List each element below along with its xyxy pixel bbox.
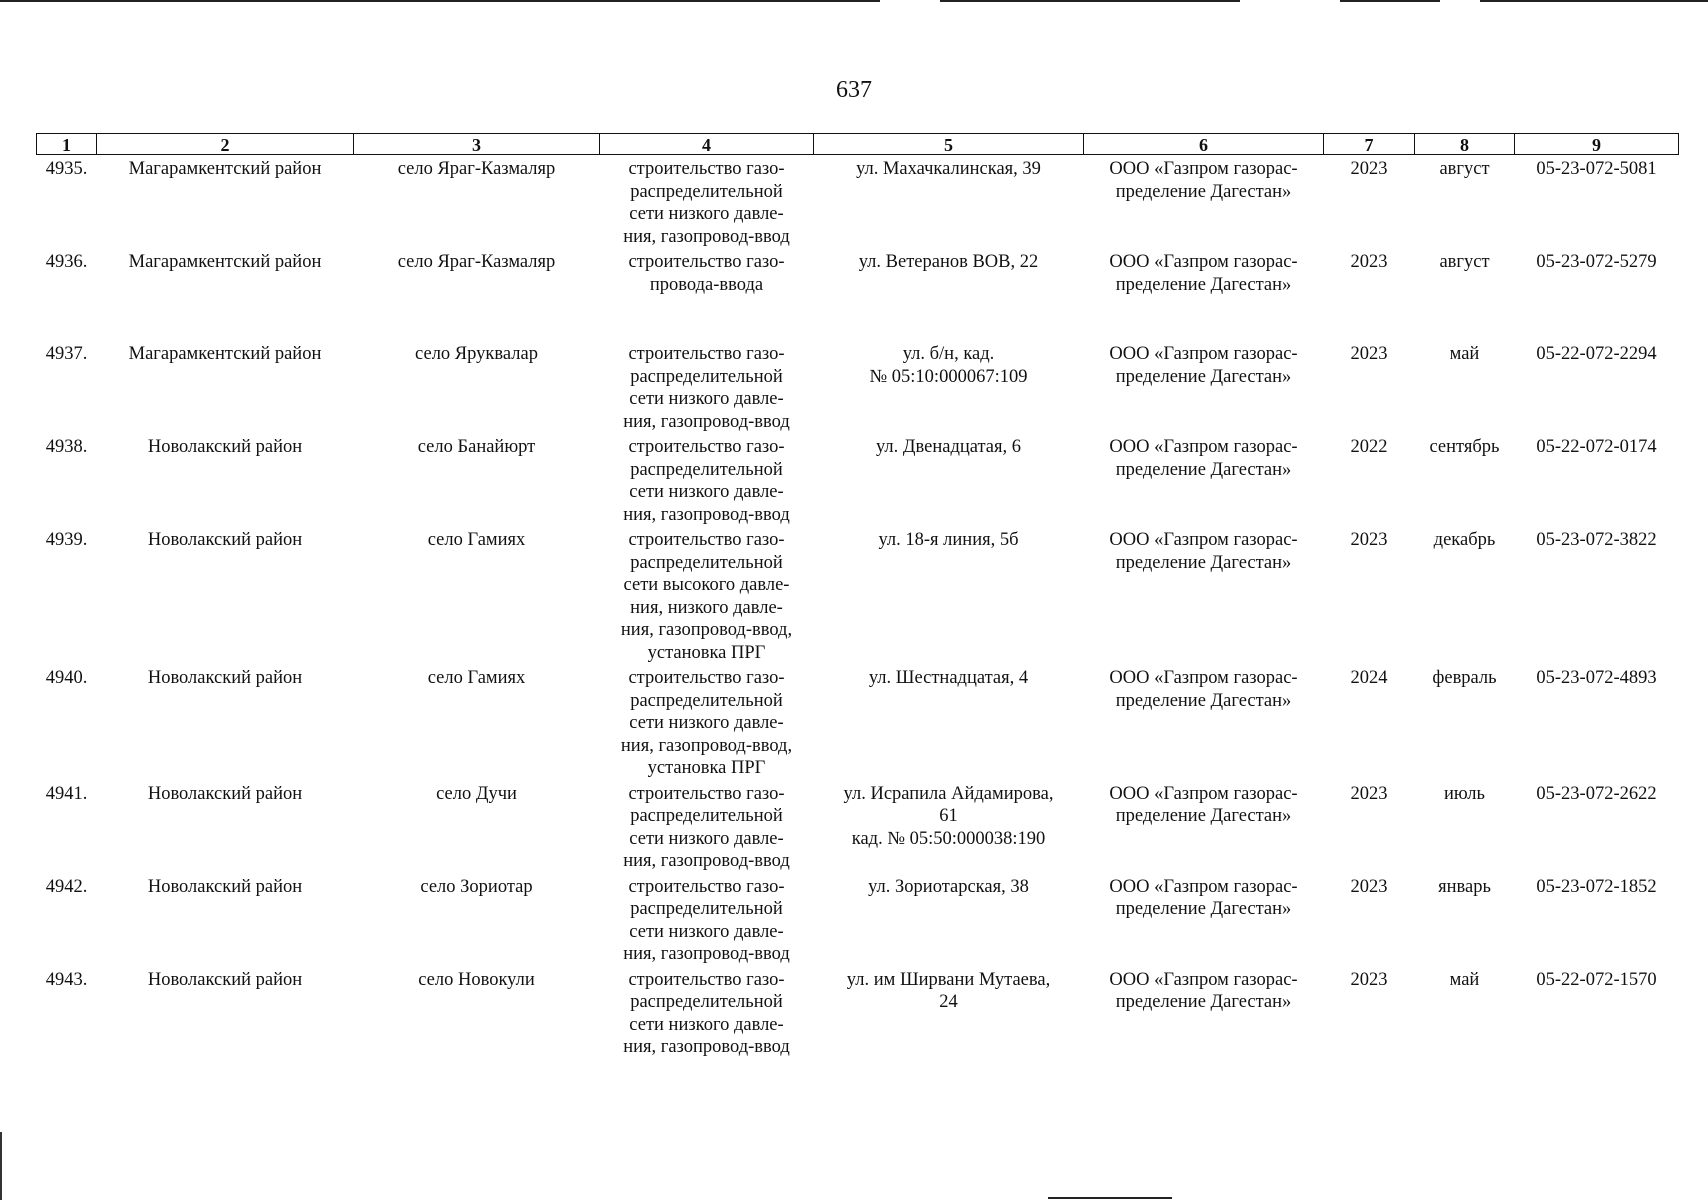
- work-description-cell: строительство газо- распределительной сети низкого давле- ния, газопровод-ввод: [623, 437, 790, 525]
- settlement-cell: село Зориотар: [420, 876, 533, 897]
- table-row: [37, 526, 1679, 664]
- column-header: 7: [1324, 134, 1415, 155]
- address-cell: ул. 18-я линия, 5б: [878, 530, 1019, 550]
- month-cell: сентябрь: [1429, 437, 1500, 457]
- column-header: 9: [1515, 134, 1679, 155]
- table-row: [37, 966, 1679, 1066]
- registry-code-cell: 05-23-072-1852: [1536, 876, 1657, 897]
- table-row: [37, 155, 1679, 249]
- month-cell: февраль: [1432, 668, 1497, 688]
- column-header: 4: [600, 134, 814, 155]
- month-cell: август: [1439, 252, 1490, 272]
- scan-edge-mark: [0, 1132, 2, 1200]
- registry-code-cell: 05-23-072-5081: [1536, 159, 1657, 179]
- table-row: [37, 873, 1679, 966]
- scan-edge-line: [0, 0, 880, 2]
- scan-edge-line: [1340, 0, 1440, 2]
- column-header: 6: [1084, 134, 1324, 155]
- year-cell: 2023: [1350, 344, 1388, 364]
- row-number: 4938.: [45, 437, 88, 457]
- registry-code-cell: 05-22-072-0174: [1536, 437, 1657, 457]
- table-row: [37, 433, 1679, 526]
- year-cell: 2023: [1350, 783, 1388, 804]
- registry-code-cell: 05-22-072-2294: [1536, 344, 1657, 364]
- settlement-cell: село Гамиях: [427, 530, 526, 550]
- organization-cell: ООО «Газпром газорас- пределение Дагестан»: [1109, 530, 1298, 573]
- district-cell: Новолакский район: [147, 437, 303, 457]
- page-number: 637: [836, 77, 872, 103]
- settlement-cell: село Яраг-Казмаляр: [397, 159, 556, 179]
- address-cell: ул. Исрапила Айдамирова, 61 кад. № 05:50:000038:190: [843, 783, 1054, 849]
- organization-cell: ООО «Газпром газорас- пределение Дагестан»: [1109, 668, 1298, 711]
- table-row: [37, 780, 1679, 873]
- district-cell: Магарамкентский район: [128, 252, 322, 272]
- work-description-cell: строительство газо- распределительной сети низкого давле- ния, газопровод-ввод: [623, 969, 790, 1057]
- month-cell: июль: [1444, 783, 1485, 804]
- year-cell: 2023: [1350, 530, 1388, 550]
- address-cell: ул. Ветеранов ВОВ, 22: [858, 252, 1039, 272]
- registry-code-cell: 05-22-072-1570: [1536, 969, 1657, 990]
- settlement-cell: село Яруквалар: [415, 344, 538, 364]
- column-header: 1: [37, 134, 97, 155]
- registry-code-cell: 05-23-072-3822: [1536, 530, 1657, 550]
- organization-cell: ООО «Газпром газорас- пределение Дагестан»: [1109, 159, 1298, 202]
- settlement-cell: село Яраг-Казмаляр: [397, 252, 556, 272]
- column-header: 3: [354, 134, 600, 155]
- settlement-cell: село Новокули: [418, 969, 535, 990]
- month-cell: май: [1449, 344, 1480, 364]
- organization-cell: ООО «Газпром газорас- пределение Дагестан»: [1109, 344, 1298, 387]
- address-cell: ул. Махачкалинская, 39: [856, 159, 1041, 179]
- table-row: [37, 340, 1679, 433]
- settlement-cell: село Дучи: [436, 783, 517, 804]
- work-description-cell: строительство газо- распределительной сети низкого давле- ния, газопровод-ввод: [623, 159, 790, 247]
- registry-code-cell: 05-23-072-4893: [1536, 668, 1657, 688]
- year-cell: 2023: [1350, 252, 1388, 272]
- month-cell: август: [1439, 159, 1490, 179]
- year-cell: 2023: [1350, 969, 1388, 990]
- settlement-cell: село Гамиях: [427, 668, 526, 688]
- row-number: 4943.: [45, 969, 88, 990]
- year-cell: 2023: [1350, 876, 1388, 897]
- registry-code-cell: 05-23-072-2622: [1536, 783, 1657, 804]
- scan-edge-line: [1048, 1197, 1172, 1199]
- address-cell: ул. им Ширвани Мутаева, 24: [846, 969, 1051, 1012]
- organization-cell: ООО «Газпром газорас- пределение Дагестан»: [1109, 876, 1298, 919]
- address-cell: ул. б/н, кад. № 05:10:000067:109: [869, 344, 1028, 387]
- scan-edge-line: [1480, 0, 1708, 2]
- column-header: 2: [97, 134, 354, 155]
- organization-cell: ООО «Газпром газорас- пределение Дагестан»: [1109, 969, 1298, 1012]
- district-cell: Новолакский район: [147, 530, 303, 550]
- column-header: 5: [814, 134, 1084, 155]
- month-cell: январь: [1438, 876, 1491, 897]
- year-cell: 2022: [1350, 437, 1388, 457]
- work-description-cell: строительство газо- распределительной сети низкого давле- ния, газопровод-ввод: [623, 783, 790, 871]
- district-cell: Новолакский район: [147, 969, 303, 990]
- row-number: 4940.: [45, 668, 88, 688]
- address-cell: ул. Двенадцатая, 6: [875, 437, 1022, 457]
- row-number: 4942.: [45, 876, 88, 897]
- work-description-cell: строительство газо- провода-ввода: [628, 252, 785, 295]
- row-number: 4936.: [45, 252, 88, 272]
- table-row: [37, 664, 1679, 780]
- row-number: 4935.: [45, 159, 88, 179]
- table-row: [37, 248, 1679, 340]
- year-cell: 2024: [1350, 668, 1388, 688]
- work-description-cell: строительство газо- распределительной сети низкого давле- ния, газопровод-ввод: [623, 344, 790, 432]
- year-cell: 2023: [1350, 159, 1388, 179]
- work-description-cell: строительство газо- распределительной сети низкого давле- ния, газопровод-ввод: [623, 876, 790, 964]
- district-cell: Новолакский район: [147, 668, 303, 688]
- address-cell: ул. Шестнадцатая, 4: [868, 668, 1029, 688]
- district-cell: Магарамкентский район: [128, 344, 322, 364]
- registry-code-cell: 05-23-072-5279: [1536, 252, 1657, 272]
- row-number: 4939.: [45, 530, 88, 550]
- organization-cell: ООО «Газпром газорас- пределение Дагестан»: [1109, 252, 1298, 295]
- district-cell: Новолакский район: [147, 783, 303, 804]
- work-description-cell: строительство газо- распределительной сети высокого давле- ния, низкого давле- ния, газопровод-ввод, установка ПРГ: [620, 530, 793, 663]
- row-number: 4937.: [45, 344, 88, 364]
- work-description-cell: строительство газо- распределительной сети низкого давле- ния, газопровод-ввод, установка ПРГ: [620, 668, 793, 778]
- address-cell: ул. Зориотарская, 38: [868, 876, 1029, 897]
- district-cell: Новолакский район: [147, 876, 303, 897]
- row-number: 4941.: [45, 783, 88, 804]
- header-row: [37, 134, 1679, 155]
- scan-edge-line: [940, 0, 1240, 2]
- register-table: [36, 133, 1679, 1066]
- organization-cell: ООО «Газпром газорас- пределение Дагестан»: [1109, 783, 1298, 826]
- month-cell: май: [1449, 969, 1480, 990]
- month-cell: декабрь: [1433, 530, 1496, 550]
- organization-cell: ООО «Газпром газорас- пределение Дагестан»: [1109, 437, 1298, 480]
- district-cell: Магарамкентский район: [128, 159, 322, 179]
- column-header: 8: [1415, 134, 1515, 155]
- settlement-cell: село Банайюрт: [417, 437, 536, 457]
